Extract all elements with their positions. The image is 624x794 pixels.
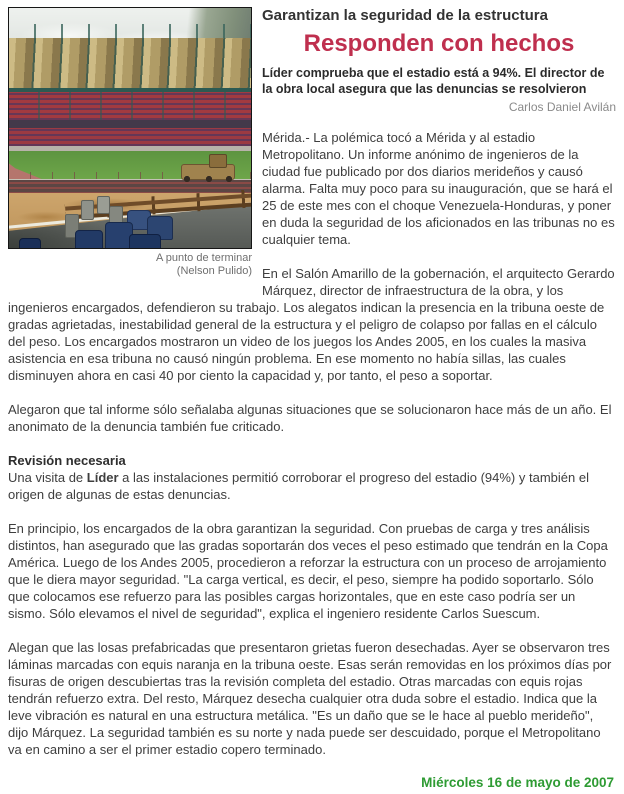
paragraph-lead: Mérida.- La polémica tocó a Mérida y al estadio Metropolitano. Un informe anónimo de ingenieros de la ciudad fue publicado por dos diarios merideños y causó alarma. Falta muy poco para su inauguración, que se hará el 25 de este mes con el choque Venezuela-Honduras, y poner en duda la seguridad de los aficionados en las tribunas no es cualquier tema. xyxy=(262,130,615,247)
photo-lower-stand xyxy=(9,128,251,146)
paragraph-informe: Alegaron que tal informe sólo señalaba algunas situaciones que se solucionaron hace más de un año. El anonimato de la denuncia también fue criticado. xyxy=(8,402,612,434)
photo-caption-credit: (Nelson Pulido) xyxy=(176,265,252,277)
photo-block xyxy=(8,7,252,278)
visita-brand: Líder xyxy=(86,470,119,485)
section-subhead: Revisión necesaria xyxy=(8,453,126,468)
photo-caption xyxy=(8,252,252,278)
photo-caption-title: A punto de terminar xyxy=(155,252,252,264)
visita-suffix: a las instalaciones permitió corroborar el progreso del estadio (94%) y también el origen de algunas de estas denuncias. xyxy=(8,470,589,502)
stadium-photo xyxy=(8,7,252,249)
kicker-headline: Garantizan la seguridad de la estructura xyxy=(262,7,548,24)
main-headline: Responden con hechos xyxy=(303,30,575,57)
paragraph-salon-amarillo: En el Salón Amarillo de la gobernación, el arquitecto Gerardo Márquez, director de infraestructura de la obra, y los ingenieros encargados, defendieron su trabajo. Los alegatos indican la presencia en la tribuna oeste de gradas agrietadas, inestabilidad general de la estructura y el peligro de colapso por fallas en el cálculo del peso. Los encargados mostraron un video de los juegos los Andes 2005, en los cuales la masiva asistencia en esa tribuna no causó ningún problema. En ese momento no había sillas, las cuales disminuyen ahora en casi 40 por ciento la capacidad y, por tanto, el peso a soportar. xyxy=(8,266,615,383)
deck-subheadline: Líder comprueba que el estadio está a 94%. El director de la obra local asegura que las denuncias se resolvieron xyxy=(262,66,605,96)
publication-date: Miércoles 16 de mayo de 2007 xyxy=(421,775,614,790)
photo-roof-canopy xyxy=(9,38,251,92)
paragraph-losas: Alegan que las losas prefabricadas que presentaron grietas fueron desechadas. Ayer se observaron tres láminas marcadas con equis naranja en la tribuna oeste. Esas serán removidas en los próximos días por fisuras de origen descubiertas tras la revisión completa del estadio. Otras marcadas con equis rojas tendrán refuerzo extra. Del resto, Márquez desecha cualquier otra duda sobre el estadio. Indica que la leve vibración es natural en una estructura metálica. "Es un daño que se le hace al pueblo merideño", dijo Márquez. La seguridad también es su norte y nada puede ser descuidado, porque el Metropolitano va en camino a ser el primer estadio copero terminado. xyxy=(8,640,612,757)
byline: Carlos Daniel Avilán xyxy=(508,100,616,114)
photo-upper-stand xyxy=(9,92,251,120)
visita-prefix: Una visita de xyxy=(8,470,87,485)
paragraph-pruebas: En principio, los encargados de la obra garantizan la seguridad. Con pruebas de carga y tres análisis distintos, han asegurado que las gradas soportarán dos veces el peso estimado que tendrán en la Copa América. Luego de los Andes 2005, procedieron a reforzar la estructura con un proceso de arrojamiento que le diera mayor seguridad. "La carga vertical, es decir, el peso, siempre ha podido soportarlo. Sólo que colocamos ese refuerzo para las posibles cargas horizontales, que en este caso podría ser un sismo. Sólo elevamos el nivel de seguridad", explica el ingeniero residente Carlos Suescum. xyxy=(8,521,608,621)
paragraph-visita xyxy=(8,469,616,503)
